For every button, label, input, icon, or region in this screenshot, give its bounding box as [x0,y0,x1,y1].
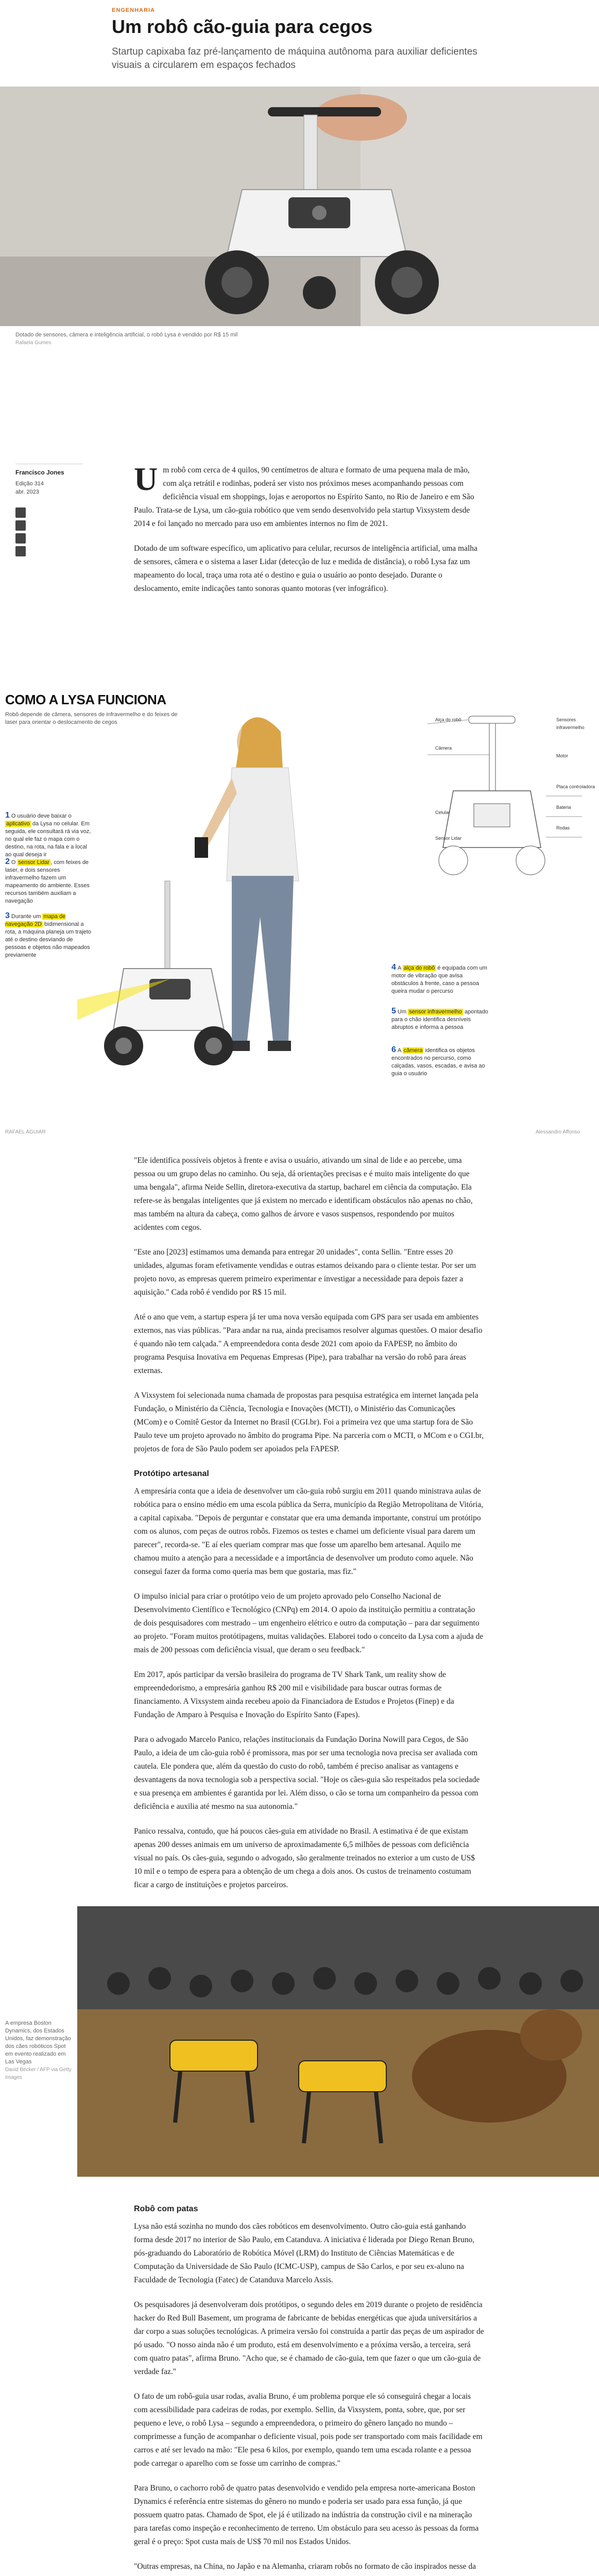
infographic-credit-left: RAFAEL AGUIAR [5,1129,46,1135]
hero-credit: Rafaela Gumes [15,340,52,346]
info-item-5-text-a: Um [397,1009,408,1015]
section-2-paragraph-2: "Este ano [2023] estimamos uma demanda para entregar 20 unidades", conta Sellin. "Entre esses 20 unidades, algumas foram efetivamente vendidas e outras estamos deixando para o cliente testar. Por ser um projeto novo, as empresas querem primeiro experimentar e investigar a necessidade para depois fazer a aquisição." Cada robô é vendido por R$ 15 mil. [134,1248,476,1297]
info-item-6-text-a: A [397,1047,403,1054]
info-item-1-number: 1 [5,811,10,820]
intro-text [134,461,484,607]
article-subtitle: Startup capixaba faz pré-lançamento de máquina autônoma para auxiliar deficientes visuais a circularem em espaços fechados [112,46,477,71]
diagram-label-wheels: Rodas [556,825,570,831]
hero-caption [15,331,324,347]
byline [15,464,82,496]
intro-paragraph-2: Dotado de um software específico, um aplicativo para celular, recursos de inteligência artificial, uma malha de sensores, câmera e o sistema a laser Lidar (detecção de luz e medida de distância), o robô Lysa faz um mapeamento do local, traça uma rota até o destino e guia o usuário ao ponto desejado. Durante o deslocamento, emite indicações tanto sonoras quanto motoras (ver infográfico). [134,544,477,593]
info-item-3-number: 3 [5,911,10,920]
info-item-5-number: 5 [391,1007,396,1015]
diagram-label-infrared: Sensores infravermelho [556,717,585,730]
section-3-subhead: Robô com patas [134,2205,198,2213]
info-item-4-text-b: é equipada com um motor de vibração que avisa obstáculos à frente, caso a pessoa queira mudar o percurso [391,965,487,994]
info-item-6-number: 6 [391,1045,396,1054]
infographic-credit-right: Alessandro Affonso [536,1129,580,1135]
info-item-2-text-b: , com feixes de laser, e dois sensores infravermelho fazem um mapeamento do ambiente. Esses recursos também auxiliam a navegação [5,859,90,904]
section-2-subhead: Protótipo artesanal [134,1469,209,1478]
lysa-robot-photo [0,87,599,326]
info-item-2-number: 2 [5,857,10,866]
share-whatsapp-icon[interactable] [15,533,26,544]
photo-2-credit: David Becker / AFP via Getty Images [5,2067,72,2080]
info-item-3 [5,912,93,959]
info-item-1-highlight: aplicativo [6,821,30,827]
dropcap: U [134,461,158,497]
info-item-5-text-b: apontado para o chão identifica desníveis abruptos e informa a pessoa [391,1009,488,1030]
section-2-paragraph-6: O impulso inicial para criar o protótipo veio de um projeto aprovado pelo Conselho Nacional de Desenvolvimento Científico e Tecnológico (CNPq) em 2014. O apoio da instituição permitiu a contratação de dois pesquisadores com mestrado – um engenheiro elétrico e outro da computação – para dar seguimento ao projeto. "Foram muitos protótipagens, muitas validações. Elaborei todo o conceito da Lysa com a ajuda de mais de 200 pessoas com deficiência visual, que deram o seu feedback." [134,1592,484,1654]
section-3-paragraph-4: Para Bruno, o cachorro robô de quatro patas desenvolvido e vendido pela empresa norte-americana Boston Dynamics é referência entre sistemas do gênero no mundo e poderia ser usado para essa função, já que possuem quatro patas. Chamado de Spot, ele já é utilizado na indústria da construção civil e na mineração para tarefas como inspeção e reconhecimento de terreno. Um obstáculo para seu acesso às pessoas da forma geral é o preço: Spot custa mais de US$ 70 mil nos Estados Unidos. [134,2484,479,2546]
diagram-label-board: Placa controladora [556,784,595,789]
info-item-1-text-b: da Lysa no celular. Em seguida, ele consultará rá via voz, no qual ele faz o mapa com o destino, na rota, na fala e a local ao qual deseja ir [5,821,91,858]
info-item-4-text-a: A [397,965,403,971]
diagram-label-lidar: Sensor Lidar [435,836,462,841]
section-2-paragraph-5: A empresária conta que a ideia de desenvolver um cão-guia robô surgiu em 2011 quando ministrava aulas de robótica para o ensino médio em uma escola pública da Serra, município da Região Metropolitana de Vitória, a capital capixaba. "Depois de perguntar e constatar que era uma demanda importante, construí um protótipo com os alunos, com peças de outros robôs. Fizemos os testes e chamei um deficiente visual para darem um parecer", recorda-se. "E aí eles queriam comprar mas que fosse um aparelho bem artesanal. Aquilo me chamou muito a atenção para a necessidade e a importância de desenvolver um produto como aquele. Não consegui fazer da forma como queria mas bem que gostaria, mas fiz." [134,1487,483,1576]
edition[interactable]: Edição 314 [15,481,44,487]
section-3-paragraph-3: O fato de um robô-guia usar rodas, avalia Bruno, é um problema porque ele só conseguirá chegar a locais com acessibilidade para cadeiras de rodas, por exemplo. Sellin, da Vixsystem, ponta, sobre, que, por ser pequeno e leve, o robô Lysa – segundo a empreendedora, o primeiro do gênero lançado no mundo – comprimesse a função de acompanhar o deficiente visual, pois pode ser transportado com mais facilidade em carros e até ser levado na mão: "Ele pesa 6 kilos, por exemplo, quando tem uma escada rolante e a pessoa pode carregar o aparelho com se fosse um carrinho de compras." [134,2392,483,2468]
diagram-label-phone: Celular [435,810,450,815]
section-2-paragraph-1: "Ele identifica possíveis objetos à frente e avisa o usuário, ativando um sinal de lide e ao percebe, uma pessoa ou um grupo delas no caminho. Ou seja, dá orientações precisas e é muito mais inteligente do que uma bengala", afirma Neide Sellin, diretora-executiva da startup, bacharel em ciência da computação. Ela refere-se às bengalas inteligentes que já existem no mercado e identificam obstáculos não apenas no chão, mas também na altura da cabeça, como galhos de árvore e vasos suspensos, respondendo por muitos acidentes com cegos. [134,1156,473,1232]
section-2-paragraph-4: A Vixsystem foi selecionada numa chamada de propostas para pesquisa estratégica em internet lançada pela Fundação, o Ministério da Ciência, Tecnologia e Inovações (MCTI), o Ministério das Comunicações (MCom) e o Comitê Gestor da Internet no Brasil (CGI.br). Foi a primeira vez que uma startup fora de São Paulo teve um projeto aprovado no âmbito do programa Pipe. Na parceria com o MCTI, o MCom e o CGI.br, projetos de fora de São Paulo podem ser apoiados pela FAPESP. [134,1391,484,1453]
article-title: Um robô cão-guia para cegos [112,16,373,37]
info-item-1 [5,811,93,859]
infographic-title: COMO A LYSA FUNCIONA [5,692,166,707]
section-2-paragraph-3: Até o ano que vem, a startup espera já ter uma nova versão equipada com GPS para ser usada em ambientes externos, nas vias públicas. "Para andar na rua, ainda precisamos resolver algumas questões. O maior desafio é quando não tem calçada." A empreendedora conta desde 2021 com apoio da FAPESP, no âmbito do programa Pesquisa Inovativa em Pequenas Empresas (Pipe), para trabalhar na versão do robô para áreas externas. [134,1313,483,1375]
diagram-label-battery: Bateria [556,805,571,810]
info-item-1-text-a: O usuário deve baixar o [11,813,72,819]
share-facebook-icon[interactable] [15,507,26,518]
section-3-paragraph-5: "Outras empresas, na China, no Japão e na Alemanha, criaram robôs no formato de cão inspirados nesse da [134,2562,476,2571]
diagram-label-motor: Motor [556,753,569,758]
section-3-paragraph-2: Os pesquisadores já desenvolveram dois protótipos, o segundo deles em 2019 durante o projeto de residência hacker do Red Bull Basement, um programa de fabricante de bebidas energéticas que ajuda universitários a dar corpo a suas soluções tecnológicas. A primeira versão foi construída a partir das peças de um aspirador de pó usado. "O nosso ainda não é um produto, está em desenvolvimento e a próxima versão, a terceira, será com quatro patas", afirma Bruno. "Acho que, se é chamado de cão-guia, tem que fazer o que um cão-guia de verdade faz." [134,2300,484,2376]
infographic-subtitle: Robô depende de câmera, sensores de infravermelho e do feixes de laser para orientar o deslocamento de cegos [5,711,178,725]
author-name[interactable]: Francisco Jones [15,469,64,476]
photo-2-caption [5,2020,72,2081]
info-item-3-text-b: bidimensional a rota, a máquina planeja um trajeto até o destino desviando de pessoas e objetos não mapeados previamente [5,921,91,958]
info-item-2 [5,858,93,905]
info-item-3-highlight: mapa de navegação 2D [5,913,66,927]
section-2-paragraph-9: Panico ressalva, contudo, que há poucos cães-guia em atividade no Brasil. A estimativa é de que existam apenas 200 desses animais em um universo de aproximadamente 6,5 milhões de pessoas com deficiência visual no país. Os cães-guia, segundo o advogado, são geralmente treinados no exterior a um custo de US$ 10 mil e o tempo de espera para a obtenção de um chega a dois anos. Os custos de treinamento costumam ficar a cargo de instituições e projetos parceiros. [134,1827,475,1889]
publish-date: abr. 2023 [15,489,39,495]
diagram-label-handle: Alça do robô [435,717,461,722]
section-2-text [134,1154,484,1903]
section-2-paragraph-7: Em 2017, após participar da versão brasileira do programa de TV Shark Tank, um reality show de empreendedorismo, a empresária ganhou R$ 200 mil e visibilidade para buscar outras formas de financiamento. A Vixsystem ainda recebeu apoio da Financiadora de Estudos e Projetos (Finep) e da Fundação de Amparo à Pesquisa e Inovação do Espírito Santo (Fapes). [134,1670,454,1719]
info-item-5 [391,1007,489,1031]
section-3-text [134,2202,484,2576]
intro-paragraph-1: m robô com cerca de 4 quilos, 90 centímetros de altura e formato de uma pequena mala de mão, com alça retrátil e rodinhas, poderá ser visto nos próximos meses acompanhando pessoas com deficiência visual em shoppings, lojas e aeroportos no Espírito Santo, no Rio de Janeiro e em São Paulo. Trata-se de Lysa, um cão-guia robótico que vem sendo desenvolvido pela startup Vixsystem desde 2014 e foi lançado no mercado para uso em ambientes internos no fim de 2021. [134,466,474,528]
info-item-6-highlight: câmera [403,1047,423,1054]
share-twitter-icon[interactable] [15,520,26,531]
spot-robot-illustration [77,1906,599,2177]
info-item-4-number: 4 [391,963,396,972]
robot-schematic [412,714,592,889]
info-item-6-text-b: identifica os objetos encontrados no percurso, como calçadas, vasos, escadas, e avisa ao guia o usuário [391,1047,485,1077]
info-item-5-highlight: sensor infravermelho [409,1009,462,1015]
infographic-illustration [77,711,386,1082]
info-item-2-text-a: O [11,859,18,866]
article-kicker[interactable]: ENGENHARIA [112,7,155,13]
spot-robot-photo [77,1906,599,2177]
hero-caption-text: Dotado de sensores, câmera e inteligência artificial, o robô Lysa é vendido por R$ 15 mil [15,332,238,338]
info-item-4 [391,963,489,995]
info-item-2-highlight: sensor Lidar [18,859,50,866]
info-item-4-highlight: alça do robô [403,965,435,971]
diagram-label-camera: Câmera [435,745,452,751]
share-email-icon[interactable] [15,546,26,556]
section-2-paragraph-8: Para o advogado Marcelo Panico, relações institucionais da Fundação Dorina Nowill para Cegos, de São Paulo, a ideia de um cão-guia robô é promissora, mas por ser uma tecnologia nova precisa ser avaliada com cautela. Ele pondera que, além da questão do custo do robô, também é preciso analisar as vantagens e desvantagens da nova tecnologia sob a perspectiva social. "Hoje os cães-guia são respeitados pela sociedade e sua presença em ambientes é garantida por lei. Além disso, o cão se torna um companheiro da pessoa com deficiência e auxilia até mesmo na sua autonomia." [134,1735,480,1811]
hero-photo [0,87,599,326]
info-item-6 [391,1046,489,1078]
section-3-paragraph-1: Lysa não está sozinha no mundo dos cães robóticos em desenvolvimento. Outro cão-guia está ganhando forma desde 2017 no interior de São Paulo, em Catanduva. A iniciativa é liderada por Diego Renan Bruno, pós-graduando do Laboratório de Robótica Móvel (LRM) do Instituto de Ciências Matemáticas e de Computação da Universidade de São Paulo (ICMC-USP), campus de São Carlos, e por seu ex-aluno na Faculdade de Tecnologia (Fatec) de Catanduva Marcelo Assis. [134,2222,475,2284]
info-item-3-text-a: Durante um [11,913,43,920]
photo-2-caption-text: A empresa Boston Dynamics, dos Estados Unidos, faz demonstração dos cães robóticos Spot em evento realizado em Las Vegas [5,2020,71,2065]
